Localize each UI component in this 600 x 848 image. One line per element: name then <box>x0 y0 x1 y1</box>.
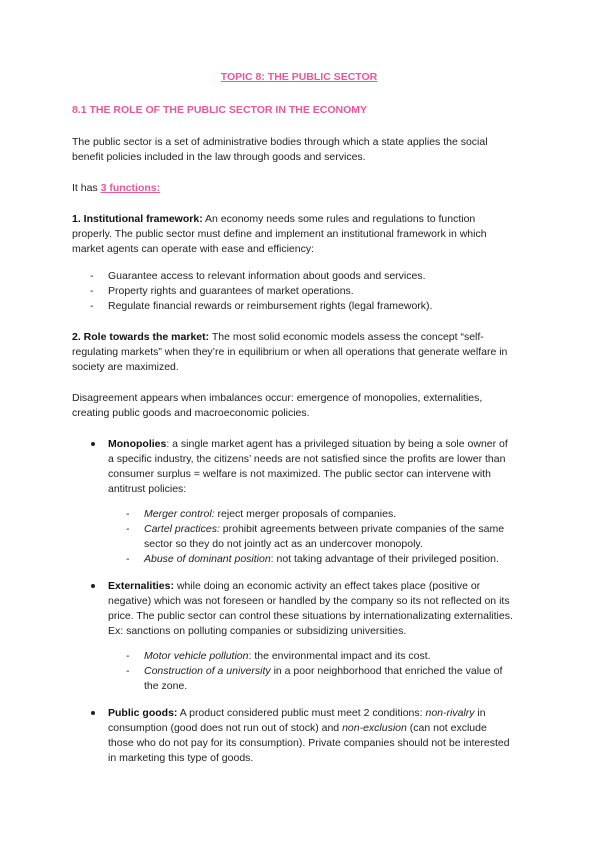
market-text: The most solid economic models assess the concept “self-regulating markets” when they’re in equilibrium or when all operations that generate welfare in society are maximized. <box>72 331 508 373</box>
list-item: - Property rights and guarantees of market operations. <box>90 284 514 299</box>
term: Merger control: <box>144 508 215 520</box>
market-heading: 2. Role towards the market: <box>72 331 210 343</box>
externalities-text: while doing an economic activity an effect takes place (positive or negative) which was not foreseen or handled by the company so its not reflected on its price. The public sector can control these situations by internationalizating externalities. Ex: sanctions on polluting companies or subsidizing universities. <box>108 580 513 637</box>
term: Construction of a university <box>144 665 271 677</box>
list-item <box>126 649 514 664</box>
definition: prohibit agreements between private companies of the same sector so they do not jointly act as an undercover monopoly. <box>144 523 505 550</box>
list-item <box>126 552 514 567</box>
externalities-sublist <box>108 649 514 694</box>
institutional-paragraph <box>72 212 514 257</box>
definition: in a poor neighborhood that enriched the value of the zone. <box>144 665 503 692</box>
bullet-externalities <box>90 579 514 694</box>
institutional-text: An economy needs some rules and regulations to function properly. The public sector must define and implement an institutional framework in which market agents can operate with ease and efficiency: <box>72 213 487 255</box>
intro-paragraph: The public sector is a set of administrative bodies through which a state applies the social benefit policies included in the law through goods and services. <box>72 136 488 163</box>
functions-line <box>72 181 514 196</box>
section-title: 8.1 THE ROLE OF THE PUBLIC SECTOR IN THE ECONOMY <box>72 104 367 116</box>
page-title: TOPIC 8: THE PUBLIC SECTOR <box>220 71 378 83</box>
public-goods-text: A product considered public must meet 2 conditions: <box>177 707 426 719</box>
term-non-exclusion: non-exclusion <box>342 722 407 734</box>
definition: : the environmental impact and its cost. <box>248 650 431 662</box>
institutional-heading: 1. Institutional framework: <box>72 213 203 225</box>
definition: reject merger proposals of companies. <box>214 508 397 520</box>
list-item: - Guarantee access to relevant information about goods and services. <box>90 269 514 284</box>
monopolies-text: : a single market agent has a privileged situation by being a sole owner of a specific industry, the citizens’ needs are not satisfied since the profits are lower than consumer surplus = welfare is not maximized. The public sector can intervene with antitrust policies: <box>108 438 508 495</box>
institutional-list <box>72 269 514 314</box>
market-paragraph <box>72 330 514 375</box>
functions-link[interactable]: 3 functions: <box>100 182 161 194</box>
term: Cartel practices: <box>144 523 220 535</box>
list-item <box>126 507 514 522</box>
list-item: - Regulate financial rewards or reimbursement rights (legal framework). <box>90 299 514 314</box>
public-goods-text: (can not exclude those who do not pay for its consumption). Private companies should not be interested in marketing this type of goods. <box>108 722 510 764</box>
externalities-heading: Externalities: <box>108 580 174 592</box>
definition: : not taking advantage of their privileged position. <box>270 553 499 565</box>
bullet-monopolies <box>90 437 514 567</box>
disagreement-paragraph: Disagreement appears when imbalances occur: emergence of monopolies, externalities, creating public goods and macroeconomic policies. <box>72 392 483 419</box>
term: Motor vehicle pollution <box>144 650 249 662</box>
list-item <box>126 664 514 694</box>
monopolies-sublist <box>108 507 514 567</box>
bullet-public-goods <box>90 706 514 766</box>
public-goods-text: in consumption (good does not run out of stock) and <box>108 707 486 734</box>
monopolies-heading: Monopolies <box>108 438 167 450</box>
imbalances-list <box>72 437 514 766</box>
list-item <box>126 522 514 552</box>
public-goods-heading: Public goods: <box>108 707 178 719</box>
term-non-rivalry: non-rivalry <box>425 707 475 719</box>
functions-lead: It has <box>72 182 101 194</box>
term: Abuse of dominant position <box>144 553 271 565</box>
